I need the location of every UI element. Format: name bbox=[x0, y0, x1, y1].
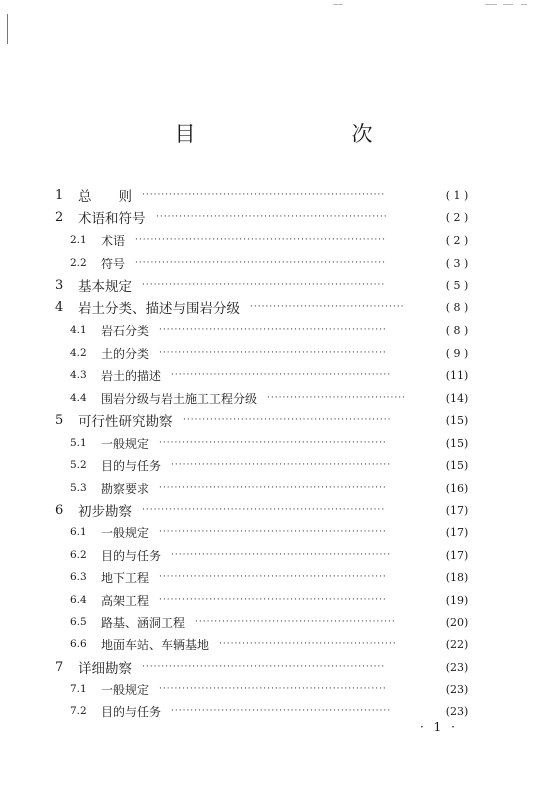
toc-entry[interactable] bbox=[0, 656, 547, 678]
toc-entry-page: (14) bbox=[445, 391, 469, 405]
scan-mark bbox=[485, 4, 497, 5]
toc-entry[interactable] bbox=[0, 589, 547, 611]
toc-entry-number: 3 bbox=[55, 277, 64, 293]
dot-leader: ······························································· bbox=[142, 662, 386, 672]
toc-entry-number: 6 bbox=[55, 502, 64, 518]
dot-leader: ························································· bbox=[171, 706, 392, 716]
toc-entry-label: 目的与任务 bbox=[101, 548, 162, 563]
toc-entry-label: 路基、涵洞工程 bbox=[101, 615, 186, 630]
toc-entry-number: 4.4 bbox=[70, 392, 87, 404]
toc-entry-number: 5.2 bbox=[70, 459, 87, 471]
toc-entry[interactable] bbox=[0, 409, 547, 431]
toc-entry-label: 岩石分类 bbox=[101, 323, 150, 338]
dot-leader: ··························································· bbox=[159, 572, 387, 582]
toc-entry[interactable] bbox=[0, 206, 547, 228]
toc-entry-number: 4.2 bbox=[70, 347, 87, 359]
dot-leader: ························································· bbox=[171, 370, 392, 380]
toc-entry[interactable] bbox=[0, 678, 547, 700]
toc-entry-number: 4 bbox=[55, 299, 64, 315]
dot-leader: ························································· bbox=[171, 460, 392, 470]
toc-entry-page: (17) bbox=[445, 548, 469, 562]
toc-entry-page: ( 8 ) bbox=[445, 300, 469, 314]
toc-entry-number: 1 bbox=[55, 187, 64, 203]
dot-leader: ··························································· bbox=[159, 527, 387, 537]
toc-entry-page: ( 2 ) bbox=[445, 210, 469, 224]
toc-entry-page: (15) bbox=[445, 458, 469, 472]
dot-leader: ···························································· bbox=[156, 212, 388, 222]
toc-entry-label: 围岩分级与岩土施工工程分级 bbox=[101, 391, 258, 406]
toc-entry-page: (11) bbox=[445, 368, 469, 382]
page-number: · 1 · bbox=[420, 720, 458, 734]
toc-entry-label: 基本规定 bbox=[78, 279, 132, 295]
toc-entry-number: 2.1 bbox=[70, 234, 87, 246]
toc-entry-page: (17) bbox=[445, 503, 469, 517]
dot-leader: ········································ bbox=[250, 302, 405, 312]
toc-entry-number: 7.1 bbox=[70, 683, 87, 695]
dot-leader: ······························································· bbox=[142, 280, 386, 290]
toc-entry-page: (19) bbox=[445, 593, 469, 607]
toc-entry-page: ( 5 ) bbox=[445, 278, 469, 292]
toc-entry-label: 地面车站、车辆基地 bbox=[101, 637, 210, 652]
dot-leader: ·············································· bbox=[219, 639, 397, 649]
toc-entry[interactable] bbox=[0, 184, 547, 206]
toc-entry[interactable] bbox=[0, 700, 547, 722]
toc-entry-page: (23) bbox=[445, 682, 469, 696]
toc-entry-label: 土的分类 bbox=[101, 346, 150, 361]
toc-entry[interactable] bbox=[0, 521, 547, 543]
toc-entry-page: (23) bbox=[445, 660, 469, 674]
toc-entry-label: 术语和符号 bbox=[78, 211, 146, 227]
toc-entry[interactable] bbox=[0, 499, 547, 521]
toc-entry[interactable] bbox=[0, 296, 547, 318]
dot-leader: ································································· bbox=[135, 258, 386, 268]
toc-entry-label: 岩土的描述 bbox=[101, 368, 162, 383]
scan-mark bbox=[521, 4, 527, 5]
dot-leader: ··························································· bbox=[159, 483, 387, 493]
toc-entry-number: 6.2 bbox=[70, 549, 87, 561]
toc-entry-label: 地下工程 bbox=[101, 570, 150, 585]
toc-entry-number: 4.1 bbox=[70, 324, 87, 336]
toc-entry-number: 7 bbox=[55, 659, 64, 675]
toc-entry-label: 符号 bbox=[101, 256, 126, 271]
toc-entry-page: ( 9 ) bbox=[445, 346, 469, 360]
toc-entry-label: 目的与任务 bbox=[101, 704, 162, 719]
toc-entry-number: 6.4 bbox=[70, 594, 87, 606]
toc-entry-label: 一般规定 bbox=[101, 436, 150, 451]
toc-entry[interactable] bbox=[0, 387, 547, 409]
toc-entry[interactable] bbox=[0, 274, 547, 296]
toc-entry-label: 术语 bbox=[101, 233, 126, 248]
toc-entry[interactable] bbox=[0, 566, 547, 588]
toc-entry-label: 一般规定 bbox=[101, 682, 150, 697]
toc-entry-number: 5.3 bbox=[70, 482, 87, 494]
toc-entry[interactable] bbox=[0, 252, 547, 274]
toc-entry-number: 2.2 bbox=[70, 257, 87, 269]
dot-leader: ··························································· bbox=[159, 325, 387, 335]
toc-entry-page: (15) bbox=[445, 413, 469, 427]
toc-entry[interactable] bbox=[0, 432, 547, 454]
toc-entry-number: 6.5 bbox=[70, 616, 87, 628]
toc-entry-number: 7.2 bbox=[70, 705, 87, 717]
dot-leader: ······················································ bbox=[183, 415, 392, 425]
toc-entry[interactable] bbox=[0, 544, 547, 566]
toc-entry-page: ( 8 ) bbox=[445, 323, 469, 337]
dot-leader: ···················································· bbox=[195, 617, 396, 627]
toc-entry-label: 勘察要求 bbox=[101, 481, 150, 496]
toc-entry-label: 一般规定 bbox=[101, 525, 150, 540]
dot-leader: ······························································· bbox=[142, 505, 386, 515]
toc-entry-label: 岩土分类、描述与围岩分级 bbox=[78, 301, 240, 317]
toc-entry-page: ( 1 ) bbox=[445, 188, 469, 202]
toc-entry-label: 高架工程 bbox=[101, 593, 150, 608]
toc-entry-number: 5 bbox=[55, 412, 64, 428]
dot-leader: ···································· bbox=[267, 393, 406, 403]
toc-entry[interactable] bbox=[0, 364, 547, 386]
toc-entry-label: 可行性研究勘察 bbox=[78, 414, 173, 430]
toc-entry-page: (16) bbox=[445, 481, 469, 495]
page-title: 目 次 bbox=[174, 122, 411, 146]
toc-entry-page: (18) bbox=[445, 570, 469, 584]
dot-leader: ··························································· bbox=[159, 595, 387, 605]
dot-leader: ························································· bbox=[171, 550, 392, 560]
dot-leader: ··························································· bbox=[159, 348, 387, 358]
toc-entry[interactable] bbox=[0, 342, 547, 364]
toc-entry[interactable] bbox=[0, 454, 547, 476]
toc-entry[interactable] bbox=[0, 611, 547, 633]
toc-entry-label: 目的与任务 bbox=[101, 458, 162, 473]
toc-entry-page: (15) bbox=[445, 436, 469, 450]
toc-entry-page: (17) bbox=[445, 525, 469, 539]
toc-entry-label: 初步勘察 bbox=[78, 504, 132, 520]
toc-entry[interactable] bbox=[0, 319, 547, 341]
toc-entry-page: (20) bbox=[445, 615, 469, 629]
toc-entry-page: ( 3 ) bbox=[445, 256, 469, 270]
toc-entry-label: 总 则 bbox=[78, 189, 132, 205]
toc-entry-number: 6.3 bbox=[70, 571, 87, 583]
dot-leader: ································································· bbox=[135, 235, 386, 245]
toc-entry-label: 详细勘察 bbox=[78, 661, 132, 677]
toc-entry[interactable] bbox=[0, 633, 547, 655]
scan-mark bbox=[333, 4, 343, 5]
dot-leader: ··························································· bbox=[159, 684, 387, 694]
scan-mark bbox=[503, 4, 513, 5]
toc-entry-page: (22) bbox=[445, 637, 469, 651]
toc-entry-number: 5.1 bbox=[70, 437, 87, 449]
dot-leader: ······························································· bbox=[142, 190, 386, 200]
toc-entry-page: (23) bbox=[445, 704, 469, 718]
toc-entry-number: 6.1 bbox=[70, 526, 87, 538]
scan-edge-mark bbox=[7, 14, 8, 44]
toc-entry[interactable] bbox=[0, 477, 547, 499]
toc-entry-number: 4.3 bbox=[70, 369, 87, 381]
dot-leader: ··························································· bbox=[159, 438, 387, 448]
toc-entry-number: 6.6 bbox=[70, 638, 87, 650]
toc-entry-number: 2 bbox=[55, 209, 64, 225]
toc-entry-page: ( 2 ) bbox=[445, 233, 469, 247]
toc-entry[interactable] bbox=[0, 229, 547, 251]
